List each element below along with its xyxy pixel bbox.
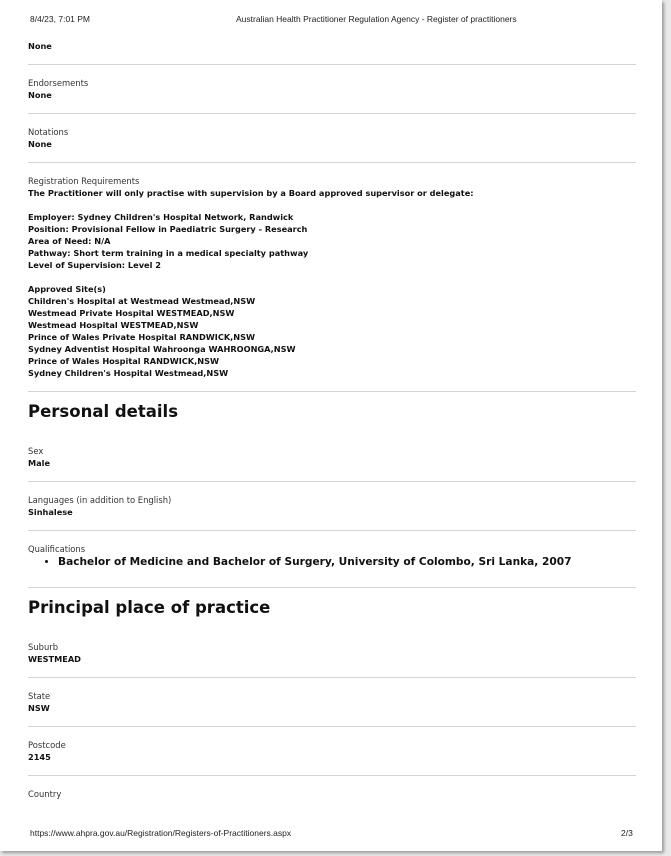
supervision-level-line: Level of Supervision: Level 2 <box>28 260 161 270</box>
suburb-label: Suburb <box>28 642 59 652</box>
postcode-label: Postcode <box>28 740 66 750</box>
state-value: NSW <box>28 703 50 713</box>
approved-site: Sydney Adventist Hospital Wahroonga WAHROONGA,NSW <box>28 344 296 354</box>
endorsements-value: None <box>28 90 52 100</box>
approved-site: Prince of Wales Hospital RANDWICK,NSW <box>28 356 220 366</box>
register-content <box>28 40 636 800</box>
pathway-line: Pathway: Short term training in a medical specialty pathway <box>28 248 309 258</box>
approved-sites <box>28 283 636 379</box>
print-title: Australian Health Practitioner Regulation Agency - Register of practitioners <box>236 14 517 24</box>
sex-value: Male <box>28 458 51 468</box>
approved-sites-title: Approved Site(s) <box>28 284 106 294</box>
country-label: Country <box>28 789 62 799</box>
employer-line: Employer: Sydney Children's Hospital Network, Randwick <box>28 212 294 222</box>
print-url: https://www.ahpra.gov.au/Registration/Registers-of-Practitioners.aspx <box>30 828 292 838</box>
approved-site: Westmead Private Hospital WESTMEAD,NSW <box>28 308 235 318</box>
approved-site: Children's Hospital at Westmead Westmead,NSW <box>28 296 256 306</box>
personal-details-heading: Personal details <box>28 402 179 421</box>
area-of-need-line: Area of Need: N/A <box>28 236 111 246</box>
supervision-statement: The Practitioner will only practise with supervision by a Board approved supervisor or delegate: <box>28 188 474 198</box>
previous-field-value: None <box>28 41 52 51</box>
state-label: State <box>28 691 51 701</box>
approved-site: Sydney Children's Hospital Westmead,NSW <box>28 368 229 378</box>
languages-value: Sinhalese <box>28 507 73 517</box>
postcode-value: 2145 <box>28 752 51 762</box>
sex-label: Sex <box>28 446 44 456</box>
suburb-value: WESTMEAD <box>28 654 81 664</box>
qualification-item: • Bachelor of Medicine and Bachelor of Surgery, University of Colombo, Sri Lanka, 2007 <box>58 555 636 569</box>
registration-requirements-label: Registration Requirements <box>28 176 140 186</box>
endorsements-label: Endorsements <box>28 78 89 88</box>
principal-place-heading: Principal place of practice <box>28 598 271 617</box>
notations-label: Notations <box>28 127 69 137</box>
print-datetime: 8/4/23, 7:01 PM <box>30 14 91 24</box>
approved-site: Westmead Hospital WESTMEAD,NSW <box>28 320 199 330</box>
supervision-details <box>28 211 636 271</box>
page-number: 2/3 <box>621 828 633 838</box>
languages-label: Languages (in addition to English) <box>28 495 172 505</box>
notations-value: None <box>28 139 52 149</box>
qualifications-list <box>28 555 636 569</box>
qualifications-label: Qualifications <box>28 544 86 554</box>
position-line: Position: Provisional Fellow in Paediatric Surgery - Research <box>28 224 308 234</box>
approved-site: Prince of Wales Private Hospital RANDWICK,NSW <box>28 332 256 342</box>
